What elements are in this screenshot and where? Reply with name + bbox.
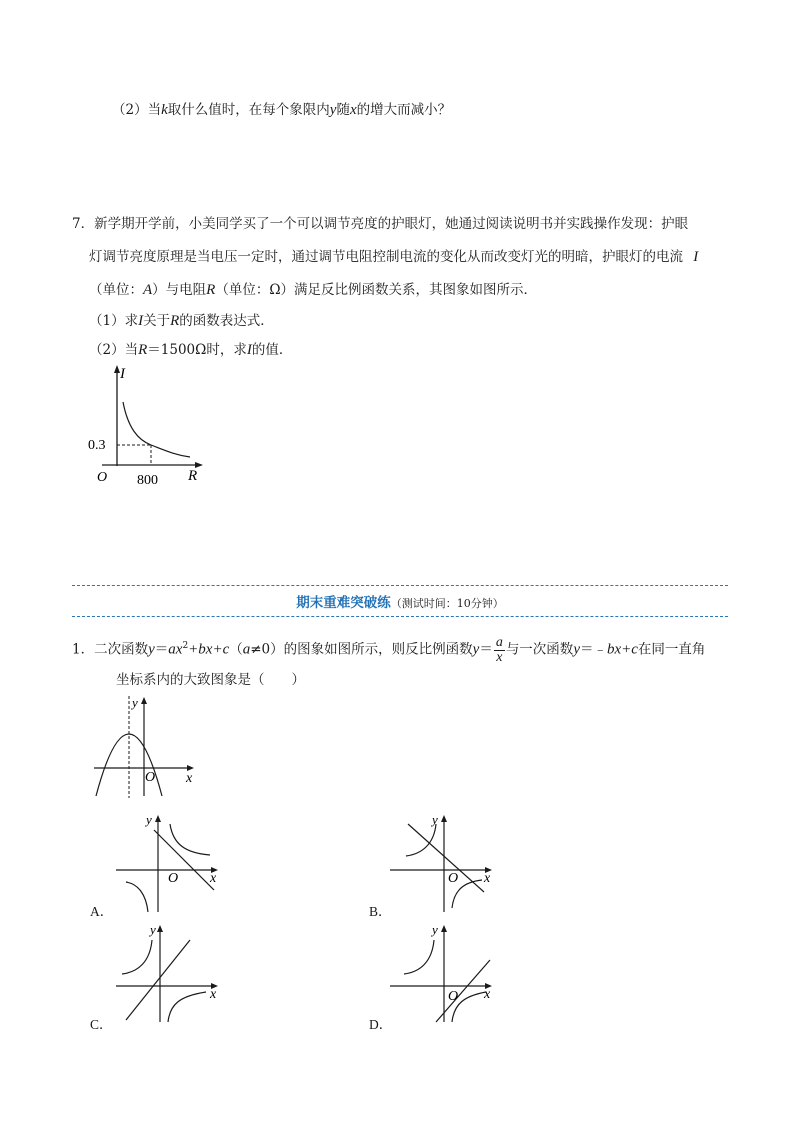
- var-y: y: [472, 641, 480, 658]
- option-a-origin: O: [168, 871, 179, 886]
- q7-part2-text: ＝1500Ω时，求: [147, 342, 247, 358]
- p1-y-label: y: [132, 695, 138, 710]
- option-d-x-label: x: [484, 987, 491, 1002]
- option-c-hyperbola-q2: [122, 940, 152, 974]
- p1-x-label: x: [186, 771, 193, 786]
- q7-line2: [89, 248, 698, 266]
- q7-curve: [123, 402, 190, 457]
- option-d-origin: O: [448, 989, 459, 1004]
- p1-text: ＝﹣: [579, 641, 607, 658]
- q7-part1: [89, 312, 274, 330]
- q7-x-tick: 800: [137, 473, 158, 488]
- option-a[interactable]: A．: [90, 904, 114, 919]
- q6-part2-text: 随: [336, 102, 350, 118]
- q7-y-tick: 0.3: [88, 438, 106, 453]
- p1-line2: 坐标系内的大致图象是（ ）: [116, 672, 305, 688]
- q7-y-label: I: [120, 366, 125, 382]
- p1-parabola-graph: [86, 690, 201, 800]
- option-b-x-label: x: [484, 871, 491, 886]
- option-b-y-arrow: [441, 815, 447, 822]
- q7-line3: [89, 281, 537, 299]
- p1-text: 1．二次函数: [72, 641, 149, 658]
- option-d-hyperbola-q2: [404, 940, 434, 974]
- var-y: y: [329, 102, 337, 118]
- option-b[interactable]: B．: [369, 904, 392, 919]
- p1-text: ≠0）的图象如图所示，则反比例函数: [250, 641, 473, 658]
- option-a-graph[interactable]: [110, 808, 225, 918]
- option-c-line: [126, 940, 190, 1020]
- var-I: I: [693, 249, 699, 265]
- term-bxc: +bx+c: [188, 641, 230, 658]
- q7-line2-text: 灯调节亮度原理是当电压一定时，通过调节电阻控制电流的变化从而改变灯光的明暗，护眼灯的电流: [89, 249, 683, 265]
- p1-text: 与一次函数: [505, 641, 574, 658]
- option-b-line: [408, 824, 484, 892]
- section-banner: [72, 585, 728, 619]
- q7-part1-text: 关于: [143, 313, 171, 329]
- fraction-numerator: a: [495, 634, 503, 650]
- q6-part2-text: 取什么值时，在每个象限内: [167, 102, 330, 118]
- option-d-graph[interactable]: [384, 918, 499, 1028]
- q7-x-label: R: [188, 468, 198, 484]
- fraction-denominator: x: [496, 649, 503, 665]
- banner-top-rule: [72, 585, 728, 586]
- section-subtitle: （测试时间：10分钟）: [390, 597, 504, 610]
- q7-part1-text: （1）求: [89, 313, 139, 329]
- var-R: R: [170, 313, 180, 329]
- p1-line1: [72, 633, 705, 665]
- q7-part2-text: （2）当: [89, 342, 139, 358]
- p1-text: （: [229, 641, 243, 658]
- option-c-y-arrow: [157, 925, 163, 932]
- q7-part1-text: 的函数表达式．: [179, 313, 274, 329]
- option-c-y-label: y: [150, 922, 156, 937]
- option-b-hyperbola-q2: [406, 824, 436, 856]
- var-R: R: [138, 342, 148, 358]
- q6-part2-text: 的增大而减小？: [356, 102, 452, 118]
- fraction-a-over-x: [494, 636, 505, 665]
- option-c-hyperbola-q4: [168, 992, 206, 1022]
- option-a-line: [154, 830, 214, 890]
- p1-text: 在同一直角: [637, 641, 706, 658]
- q7-part2: [89, 341, 292, 359]
- option-d[interactable]: D．: [369, 1017, 393, 1032]
- term-ax: ax: [168, 641, 183, 658]
- option-c-graph[interactable]: [110, 918, 225, 1028]
- p1-y-arrow: [141, 697, 147, 704]
- p1-origin: O: [145, 770, 156, 785]
- q6-part2-text: （2）当: [112, 102, 162, 118]
- var-I: I: [246, 342, 252, 358]
- var-I: I: [138, 313, 144, 329]
- option-d-y-label: y: [432, 922, 438, 937]
- banner-heading: [72, 591, 728, 611]
- var-a: a: [242, 641, 251, 658]
- option-c-x-label: x: [210, 987, 217, 1002]
- option-b-y-label: y: [432, 812, 438, 827]
- var-y: y: [148, 641, 155, 658]
- section-title: 期末重难突破练: [296, 595, 391, 611]
- option-a-y-label: y: [146, 812, 152, 827]
- q7-line1: 7．新学期开学前，小美同学买了一个可以调节亮度的护眼灯，她通过阅读说明书并实践操作发现：护眼: [72, 216, 689, 232]
- var-k: k: [161, 102, 168, 118]
- option-c[interactable]: C．: [90, 1017, 113, 1032]
- option-a-hyperbola-q3: [126, 882, 148, 912]
- banner-bottom-rule: [72, 616, 728, 617]
- q6-part2: [112, 101, 451, 119]
- exponent-2: 2: [182, 641, 189, 651]
- term-bxc: bx+c: [606, 641, 638, 658]
- option-a-x-label: x: [210, 871, 217, 886]
- unit-A: A: [143, 282, 153, 298]
- option-b-origin: O: [448, 871, 459, 886]
- var-y: y: [573, 641, 580, 658]
- q7-line3-text: ）与电阻: [152, 282, 207, 298]
- var-R: R: [206, 282, 216, 298]
- option-b-graph[interactable]: [384, 808, 499, 918]
- option-a-y-arrow: [155, 815, 161, 822]
- option-d-y-arrow: [441, 925, 447, 932]
- p1-text: ＝: [154, 641, 169, 658]
- var-x: x: [349, 102, 357, 118]
- q7-graph: [80, 360, 220, 490]
- q7-origin: O: [97, 470, 108, 485]
- option-a-hyperbola-q1: [170, 824, 210, 855]
- q7-line3-text: （单位：: [89, 282, 143, 298]
- q7-line3-text: （单位：Ω）满足反比例函数关系，其图象如图所示．: [215, 282, 538, 298]
- q7-part2-text: 的值．: [251, 342, 293, 358]
- p1-text: ＝: [479, 641, 493, 658]
